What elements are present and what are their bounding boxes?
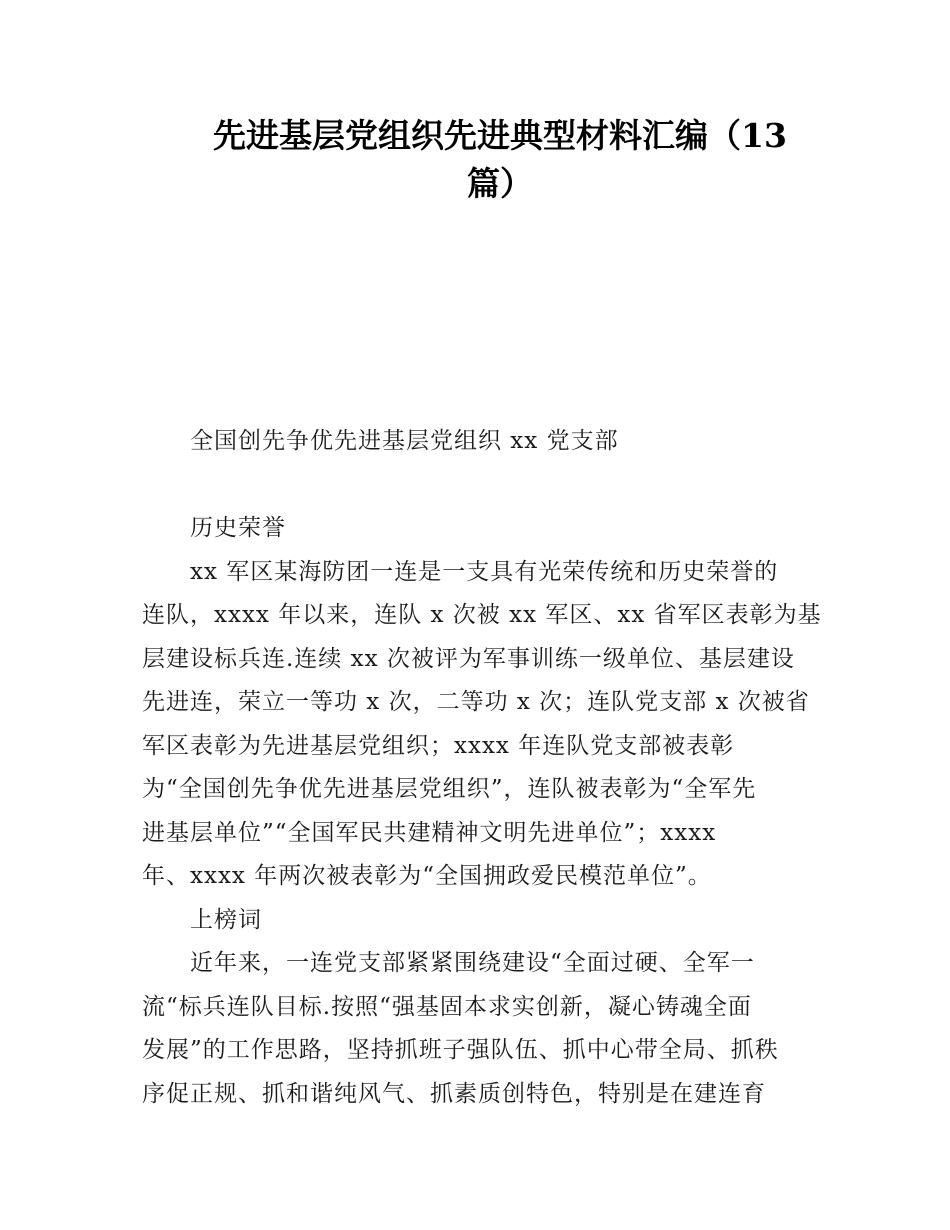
- paragraph-line: xx 军区某海防团一连是一支具有光荣传统和历史荣誉的: [190, 558, 779, 585]
- subtitle-block: [142, 420, 814, 464]
- paragraph-line: 序促正规、抓和谐纯风气、抓素质创特色，特别是在建连育: [142, 1080, 766, 1107]
- paragraph-line: 连队，xxxx 年以来，连队 x 次被 xx 军区、xx 省军区表彰为基: [142, 602, 822, 628]
- section-heading-list: 上榜词: [190, 906, 262, 933]
- paragraph-line: 军区表彰为先进基层党组织；xxxx 年连队党支部被表彰: [142, 732, 735, 759]
- paragraph-line: 年、xxxx 年两次被表彰为“全国拥政爱民模范单位”。: [142, 863, 712, 889]
- document-title: [190, 112, 810, 208]
- paragraph-line: 为“全国创先争优先进基层党组织”，连队被表彰为“全军先: [142, 776, 757, 802]
- title-line-2: 篇）: [467, 164, 533, 203]
- subtitle: 全国创先争优先进基层党组织 xx 党支部: [190, 428, 619, 454]
- paragraph-line: 流“标兵连队目标.按照“强基固本求实创新，凝心铸魂全面: [142, 993, 752, 1020]
- title-line-1: 先进基层党组织先进典型材料汇编（13: [213, 116, 787, 155]
- section-history: [142, 507, 822, 1116]
- section-heading-history: 历史荣誉: [190, 515, 286, 541]
- paragraph-line: 进基层单位”“全国军民共建精神文明先进单位”；xxxx: [142, 819, 717, 846]
- paragraph-line: 层建设标兵连.连续 xx 次被评为军事训练一级单位、基层建设: [142, 645, 795, 672]
- paragraph-line: 近年来，一连党支部紧紧围绕建设“全面过硬、全军一: [190, 950, 755, 976]
- paragraph-line: 发展”的工作思路，坚持抓班子强队伍、抓中心带全局、抓秩: [142, 1037, 779, 1063]
- paragraph-line: 先进连，荣立一等功 x 次，二等功 x 次；连队党支部 x 次被省: [142, 689, 810, 715]
